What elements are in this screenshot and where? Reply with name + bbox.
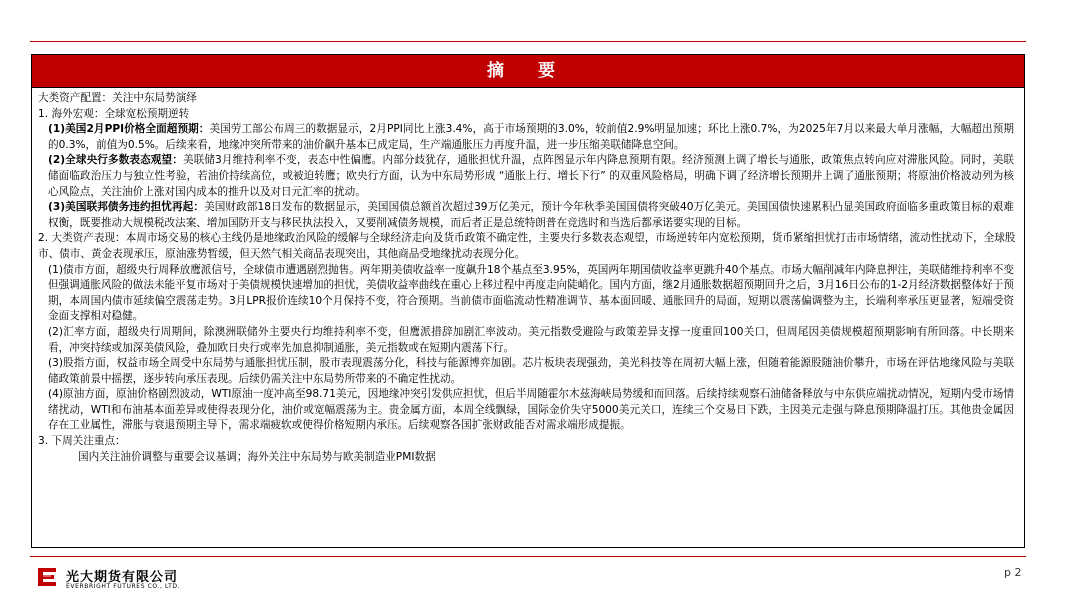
paragraph-fx: (2)汇率方面，超级央行周期间，除澳洲联储外主要央行均维持利率不变，但鹰派措辞加剧汇率波动。美元指数受避险与政策差异支撑一度重回100关口，但周尾因美债规模超预期影响有所回落。中长期来看，冲突持续或加深美债风险，叠加欧日央行或率先加息抑制通胀，美元指数或在短期内震荡下行。: [48, 325, 1014, 354]
header-rule: [30, 41, 1026, 42]
paragraph-central-banks-lead: (2)全球央行多数表态观望：: [48, 154, 183, 167]
paragraph-ppi: [38, 122, 1018, 153]
paragraph-us-debt: [38, 200, 1018, 231]
section-1-title: 1. 海外宏观：全球宽松预期逆转: [38, 107, 190, 120]
paragraph-bonds: (1)债市方面，超级央行周释放鹰派信号，全球债市遭遇剧烈抛售。两年期美债收益率一度飙升18个基点至3.95%，英国两年期国债收益率更跳升40个基点。市场大幅削减年内降息押注，美联储维持利率不变但强调通胀风险的做法未能平复市场对于美债规模快速增加的担忧，美债收益率曲线在重心上移过程中再度走向陡峭化。国内方面，继2月通胀数据超预期回升之后，3月16日公布的1-2月经济数据整体好于预期，本周国内债市延续偏空震荡走势。3月LPR报价连续10个月保持不变，符合预期。当前债市面临流动性精准调节、基本面回暖、通胀回升的局面，短期以震荡偏调整为主，长端利率承压更显著，短端受资金面支撑相对稳健。: [48, 263, 1014, 323]
paragraph-ppi-text: 美国劳工部公布周三的数据显示，2月PPI同比上涨3.4%，高于市场预期的3.0%，较前值2.9%明显加速；环比上涨0.7%，为2025年7月以来最大单月涨幅，大幅超出预期的0.3%，前值为0.5%。后续来看，地缘冲突所带来的油价飙升基本已成定局，生产端通胀压力再度升温，进一步压缩美联储降息空间。: [48, 123, 1014, 151]
section-2-title: 2. 大类资产表现：本周市场交易的核心主线仍是地缘政治风险的缓解与全球经济走向及货币政策不确定性，主要央行多数表态观望，市场逆转年内宽松预期，货币紧缩担忧打击市场情绪，流动性扰动下，全球股市、债市、黄金表现承压，原油涨势暂缓，但天然气相关商品表现突出，其他商品受地缘扰动表现分化。: [38, 232, 1016, 260]
summary-content: [32, 88, 1024, 465]
page-number: p 2: [1004, 566, 1022, 579]
summary-box: [31, 54, 1025, 548]
company-name: 光大期货有限公司: [66, 570, 179, 585]
paragraph-ppi-lead: (1)美国2月PPI价格全面超预期：: [48, 123, 210, 136]
section-3-title: 3. 下周关注重点：: [38, 435, 126, 448]
paragraph-us-debt-text: 美国财政部18日发布的数据显示，美国国债总额首次超过39万亿美元，预计今年秋季美国国债将突破40万亿美元。美国国债快速累积凸显美国政府面临多重政策目标的艰难权衡，既要推动大规模税改法案、增加国防开支与移民执法投入，又要削减债务规模，而后者正是总统特朗普在竞选时和当选后都承诺要实现的目标。: [48, 201, 1014, 229]
paragraph-central-banks: [38, 153, 1018, 200]
section-3-text: 国内关注油价调整与重要会议基调；海外关注中东局势与欧美制造业PMI数据: [78, 450, 436, 463]
section-heading: 大类资产配置：关注中东局势演绎: [38, 92, 197, 104]
paragraph-central-banks-text: 美联储3月维持利率不变，表态中性偏鹰。内部分歧犹存，通胀担忧升温，点阵图显示年内降息预期有限。经济预测上调了增长与通胀，政策焦点转向应对滞胀风险。同时，美联储面临政治压力与独立性考验，若油价持续高位，或被迫转鹰；欧央行方面，认为中东局势形成 “通胀上行、增长下行” 的双重风险格局，明确下调了经济增长预期并上调了通胀预期；将原油价格波动列为核心风险点，关注油价上涨对国内成本的推升以及对日元汇率的扰动。: [48, 154, 1015, 198]
company-name-en: EVERBRIGHT FUTURES CO., LTD.: [66, 583, 181, 590]
paragraph-equities: (3)股指方面，权益市场全周受中东局势与通胀担忧压制，股市表现震荡分化，科技与能源博弈加剧。芯片板块表现强劲，美光科技等在周初大幅上涨，但随着能源股随油价攀升，市场在评估地缘风险与美联储政策前景中摇摆，逐步转向承压表现。后续仍需关注中东局势所带来的不确定性扰动。: [48, 357, 1014, 385]
paragraph-commodities: (4)原油方面，原油价格剧烈波动，WTI原油一度冲高至98.71美元，因地缘冲突引发供应担忧，但后半周随霍尔木兹海峡局势缓和而回落。后续持续观察石油储备释放与中东供应端扰动情况，短期内受市场情绪扰动，WTI和布油基本面差异或使得表现分化，油价或宽幅震荡为主。贵金属方面，本周全线飘绿，国际金价失守5000美元关口，连续三个交易日下跌，主因美元走强与降息预期降温打压。其他贵金属因存在工业属性，滞胀与衰退预期主导下，需求端疲软或使得价格短期内承压。后续观察各国扩张财政能否对需求端形成提振。: [48, 388, 1014, 432]
everbright-logo-icon: [36, 566, 58, 588]
summary-title: 摘 要: [32, 55, 1024, 88]
footer-rule: [30, 556, 1026, 557]
paragraph-us-debt-lead: (3)美国联邦债务违约担忧再起：: [48, 201, 205, 214]
